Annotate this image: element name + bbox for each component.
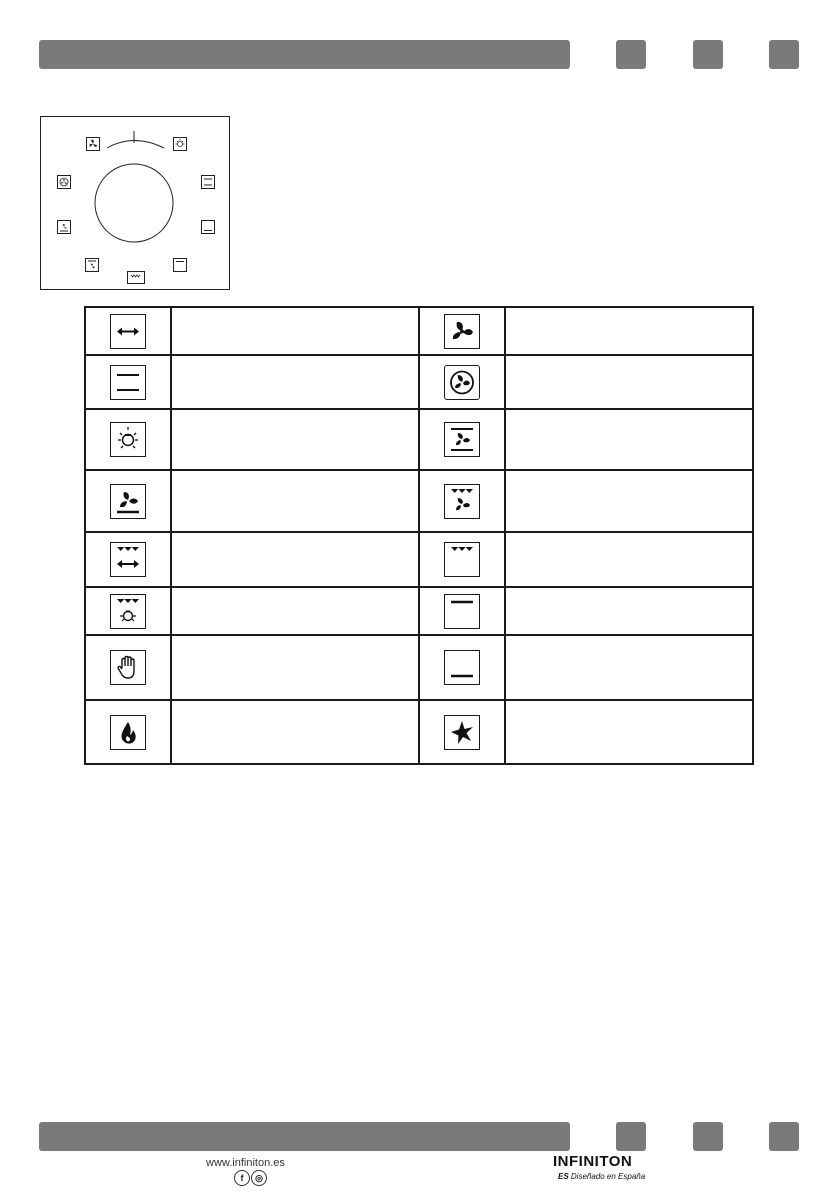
instagram-icon[interactable]: ◎ xyxy=(251,1170,267,1186)
dial-grill-icon xyxy=(127,271,145,284)
footer-tab-3 xyxy=(769,1122,799,1151)
ring-fan-icon xyxy=(444,365,480,400)
grill-fan-icon xyxy=(444,484,480,519)
table-row xyxy=(85,587,753,635)
table-row xyxy=(85,470,753,532)
tagline-text: Diseñado en España xyxy=(570,1172,646,1181)
header-tab-3 xyxy=(769,40,799,69)
icon-cell xyxy=(85,355,171,409)
knob-dial xyxy=(41,117,229,289)
icon-cell xyxy=(85,307,171,355)
table-row xyxy=(85,307,753,355)
dial-top-heat-icon xyxy=(173,258,187,272)
function-description xyxy=(171,470,419,532)
icon-cell xyxy=(419,700,505,764)
table-row xyxy=(85,409,753,470)
function-description xyxy=(171,307,419,355)
function-description xyxy=(505,700,753,764)
grill-arrows-icon xyxy=(110,542,146,577)
function-description xyxy=(171,532,419,587)
flame-icon xyxy=(110,715,146,750)
spain-mark: ES xyxy=(558,1172,569,1181)
defrost-star-icon xyxy=(444,715,480,750)
function-table xyxy=(84,306,754,765)
icon-cell xyxy=(419,635,505,700)
function-description xyxy=(505,635,753,700)
function-description xyxy=(171,635,419,700)
function-description xyxy=(171,700,419,764)
icon-cell xyxy=(85,587,171,635)
header-tab-2 xyxy=(693,40,723,69)
table-row xyxy=(85,700,753,764)
bottom-heat-icon xyxy=(444,650,480,685)
grill-lamp-icon xyxy=(110,594,146,629)
footer-tab-1 xyxy=(616,1122,646,1151)
top-heat-icon xyxy=(444,594,480,629)
icon-cell xyxy=(85,635,171,700)
icon-cell xyxy=(419,532,505,587)
function-description xyxy=(171,587,419,635)
function-description xyxy=(505,532,753,587)
table-row xyxy=(85,355,753,409)
dial-ring-fan-icon xyxy=(57,175,71,189)
lamp-icon xyxy=(110,422,146,457)
footer-tab-2 xyxy=(693,1122,723,1151)
icon-cell xyxy=(419,587,505,635)
function-description xyxy=(505,587,753,635)
grill-icon xyxy=(444,542,480,577)
icon-cell xyxy=(419,355,505,409)
fan-icon xyxy=(444,314,480,349)
function-description xyxy=(505,470,753,532)
table-row xyxy=(85,635,753,700)
top-bottom-heat-icon xyxy=(110,365,146,400)
knob-diagram xyxy=(40,116,230,290)
dial-bottom-heat-icon xyxy=(201,220,215,234)
website-link[interactable]: www.infiniton.es xyxy=(206,1157,285,1169)
dial-top-bottom-heat-icon xyxy=(201,175,215,189)
function-description xyxy=(505,409,753,470)
dial-grill-fan-icon xyxy=(85,258,99,272)
footer-bar xyxy=(39,1122,570,1151)
brand-logo: INFINITON xyxy=(553,1153,633,1170)
temperature-arrows-icon xyxy=(110,314,146,349)
icon-cell xyxy=(85,470,171,532)
function-description xyxy=(505,307,753,355)
header-bar xyxy=(39,40,570,69)
brand-tagline xyxy=(558,1172,645,1181)
icon-cell xyxy=(419,409,505,470)
facebook-icon[interactable]: f xyxy=(234,1170,250,1186)
bottom-fan-icon xyxy=(110,484,146,519)
function-description xyxy=(171,355,419,409)
function-description xyxy=(505,355,753,409)
dial-lamp-icon xyxy=(173,137,187,151)
dial-fan-icon xyxy=(86,137,100,151)
top-bottom-fan-icon xyxy=(444,422,480,457)
dial-top-bottom-fan-icon xyxy=(57,220,71,234)
icon-cell xyxy=(419,307,505,355)
header-tab-1 xyxy=(616,40,646,69)
icon-cell xyxy=(85,700,171,764)
icon-cell xyxy=(419,470,505,532)
hand-icon xyxy=(110,650,146,685)
function-description xyxy=(171,409,419,470)
table-row xyxy=(85,532,753,587)
icon-cell xyxy=(85,409,171,470)
icon-cell xyxy=(85,532,171,587)
